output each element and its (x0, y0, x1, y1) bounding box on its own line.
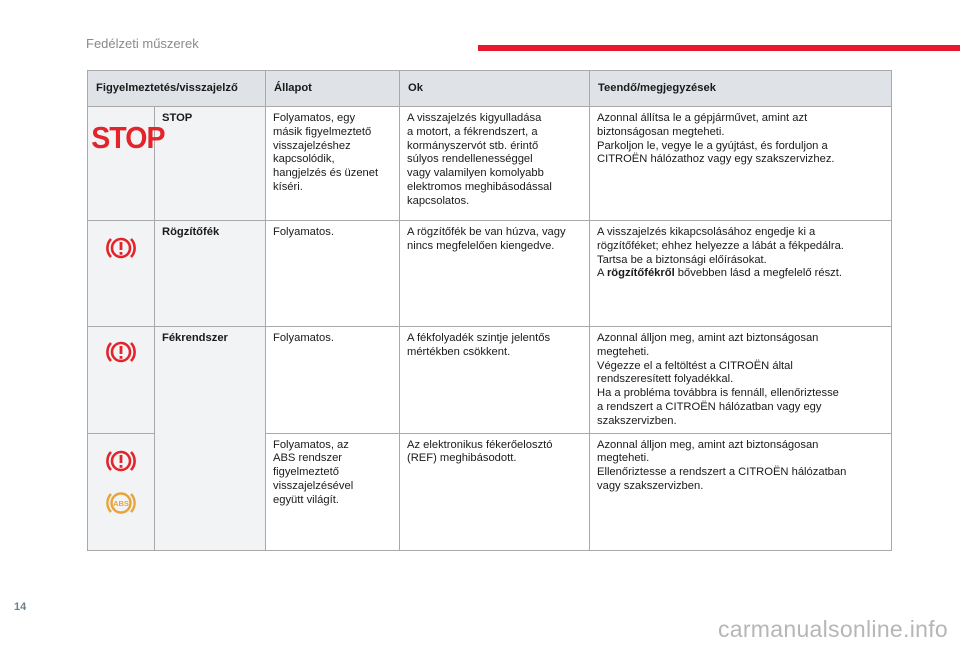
column-header-indicator: Figyelmeztetés/visszajelző (88, 71, 266, 107)
indicator-name: Rögzítőfék (155, 221, 266, 327)
action-cell: Azonnal álljon meg, amint azt biztonságosan megteheti. Ellenőriztesse a rendszert a CITROËN hálózatban vagy szakszervizben. (590, 433, 892, 550)
action-cell (590, 221, 892, 327)
section-title: Fedélzeti műszerek (86, 36, 199, 51)
table-row-brake-system (88, 327, 892, 434)
table-row-parking-brake (88, 221, 892, 327)
cause-cell: A rögzítőfék be van húzva, vagy nincs megfelelően kiengedve. (400, 221, 590, 327)
action-cell: Azonnal álljon meg, amint azt biztonságosan megteheti. Végezze el a feltöltést a CITROËN által rendszeresített folyadékkal. Ha a probléma továbbra is fennáll, ellenőriztesse a rendszert a CITROËN hálózatban vagy egy szakszervizben. (590, 327, 892, 434)
brake-warning-icon (104, 446, 138, 476)
page-number: 14 (14, 601, 27, 613)
state-cell: Folyamatos. (266, 327, 400, 434)
state-cell: Folyamatos. (266, 221, 400, 327)
state-cell: Folyamatos, egy másik figyelmeztető visszajelzéshez kapcsolódik, hangjelzés és üzenet kíséri. (266, 107, 400, 221)
brake-abs-icon-cell (88, 433, 155, 550)
action-text-part: A visszajelzés kikapcsolásához engedje ki a rögzítőféket; ehhez helyezze a lábát a fékpedálra. Tartsa be a biztonsági előírásokat. A (597, 226, 844, 280)
state-cell: Folyamatos, az ABS rendszer figyelmeztető visszajelzésével együtt világít. (266, 433, 400, 550)
stop-icon-cell (88, 107, 165, 221)
action-cell: Azonnal állítsa le a gépjárművet, amint azt biztonságosan megteheti. Parkoljon le, vegye le a gyújtást, és forduljon a CITROËN hálózathoz vagy egy szakszervizhez. (590, 107, 892, 221)
brake-system-icon-cell (88, 327, 155, 434)
action-text-bold: rögzítőfékről (606, 267, 675, 280)
abs-icon-label: ABS (113, 498, 129, 508)
parking-brake-icon-cell (88, 221, 155, 327)
brake-warning-icon (104, 233, 138, 263)
cause-cell: Az elektronikus fékerőelosztó (REF) meghibásodott. (400, 433, 590, 550)
column-header-cause: Ok (400, 71, 590, 107)
cause-cell: A visszajelzés kigyulladása a motort, a fékrendszert, a kormányszervót stb. érintő súlyos rendellenességgel vagy valamilyen komolyabb elektromos meghibásodással kapcsolatos. (400, 107, 590, 221)
indicator-name: STOP (155, 107, 266, 221)
table-header-row (88, 71, 892, 107)
column-header-state: Állapot (266, 71, 400, 107)
brake-warning-icon (104, 337, 138, 367)
cause-cell: A fékfolyadék szintje jelentős mértékben csökkent. (400, 327, 590, 434)
table-row-stop (88, 107, 892, 221)
stop-sign-icon: STOP (91, 120, 165, 155)
warning-lights-table (87, 70, 892, 551)
watermark: carmanualsonline.info (717, 616, 948, 642)
abs-icon (104, 488, 138, 518)
header-accent-bar (478, 45, 960, 51)
action-text-part: bővebben lásd a megfelelő részt. (674, 267, 842, 280)
indicator-name: Fékrendszer (155, 327, 266, 551)
column-header-action: Teendő/megjegyzések (590, 71, 892, 107)
